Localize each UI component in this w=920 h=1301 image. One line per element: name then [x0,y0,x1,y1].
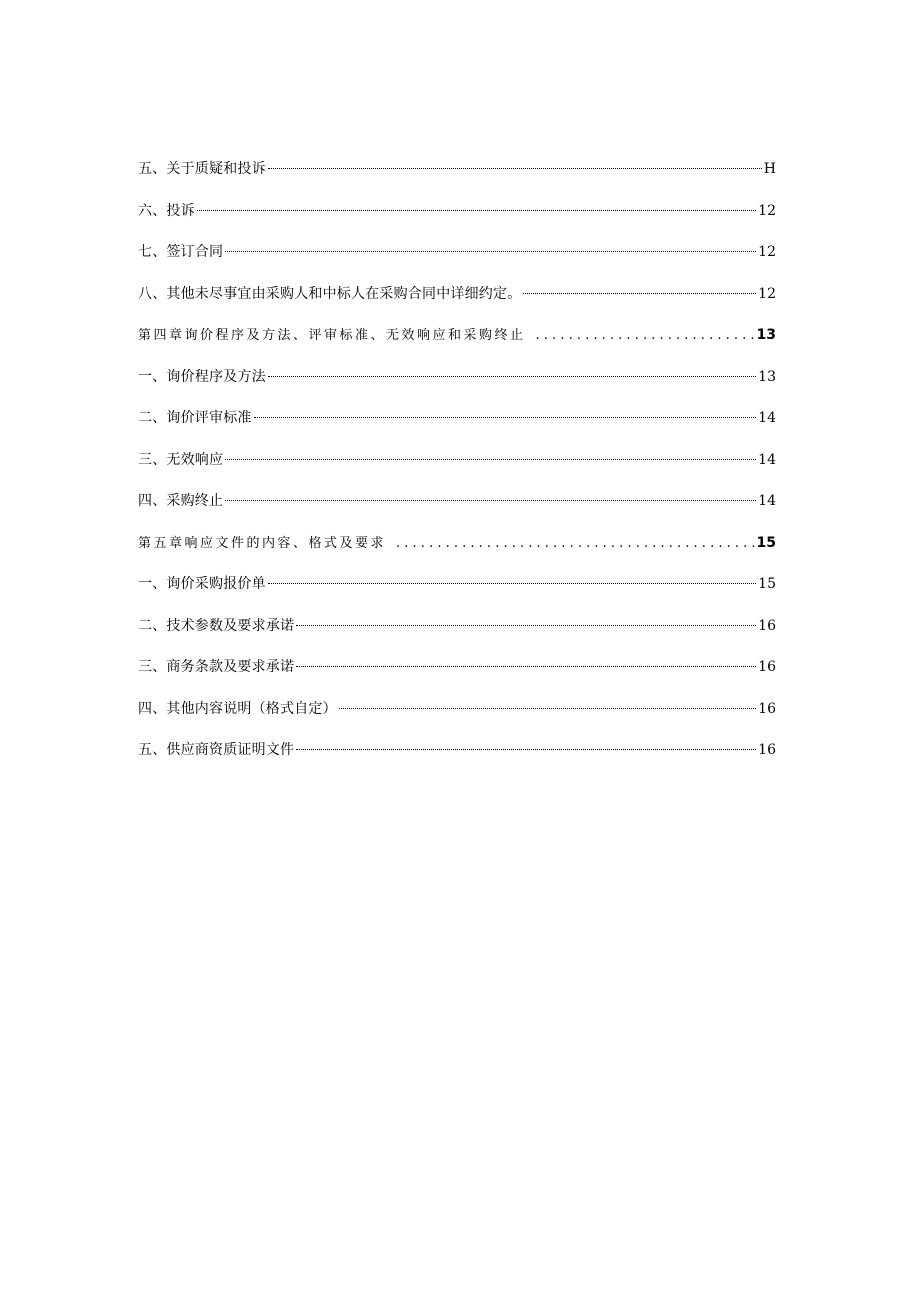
toc-entry[interactable] [138,405,776,447]
toc-leader-dots [268,583,756,584]
toc-entry[interactable] [138,613,776,655]
toc-entry[interactable] [138,488,776,530]
toc-leader-dots [523,293,756,294]
toc-entry[interactable] [138,737,776,779]
toc-entry-title: 四、其他内容说明（格式自定） [138,700,337,717]
toc-entry-title: 四、采购终止 [138,493,224,509]
toc-leader-dots [225,251,756,252]
toc-entry-page: 14 [758,410,776,426]
toc-entry-title: 八、其他未尽事宜由采购人和中标人在采购合同中详细约定。 [138,285,522,302]
toc-entry[interactable] [138,281,776,323]
toc-entry-title: 五、供应商资质证明文件 [138,742,295,758]
toc-entry-title: 二、询价评审标准 [138,410,252,426]
toc-entry-page: 16 [758,742,776,758]
toc-leader-dots [296,666,756,667]
toc-entry-title: 六、投诉 [138,202,195,219]
toc-entry-title: 七、签订合同 [138,244,224,260]
toc-leader-dots [197,210,756,211]
toc-entry[interactable] [138,156,776,198]
toc-leader-dots [254,417,757,418]
toc-entry[interactable] [138,447,776,489]
toc-entry-page: 12 [758,202,776,219]
table-of-contents [138,156,776,779]
toc-entry-title: 一、询价程序及方法 [138,368,266,385]
toc-entry[interactable] [138,571,776,613]
toc-entry-title: 二、技术参数及要求承诺 [138,617,295,634]
toc-chapter-page: 13 [756,327,776,343]
toc-entry-title: 一、询价采购报价单 [138,576,266,592]
toc-chapter-entry[interactable] [138,530,776,572]
toc-entry-title: 三、商务条款及要求承诺 [138,659,295,675]
toc-chapter-title: 第五章响应文件的内容、格式及要求 [138,535,387,551]
toc-leader-dots [536,323,755,349]
toc-entry-page: H [763,161,776,177]
toc-entry-page: 12 [758,285,776,302]
toc-entry-page: 12 [758,244,776,260]
toc-leader-dots [296,749,756,750]
toc-entry[interactable] [138,696,776,738]
toc-entry-title: 三、无效响应 [138,451,224,468]
toc-entry-page: 16 [758,617,776,634]
toc-leader-dots [396,531,755,557]
toc-leader-dots [268,376,756,377]
toc-leader-dots [225,500,756,501]
toc-entry-page: 13 [758,368,776,385]
toc-chapter-title: 第四章询价程序及方法、评审标准、无效响应和采购终止 [138,328,526,343]
toc-chapter-entry[interactable] [138,322,776,364]
toc-entry[interactable] [138,239,776,281]
toc-entry-title: 五、关于质疑和投诉 [138,161,266,177]
toc-entry[interactable] [138,654,776,696]
toc-entry-page: 16 [758,700,776,717]
toc-entry[interactable] [138,198,776,240]
toc-entry[interactable] [138,364,776,406]
toc-entry-page: 15 [758,576,776,592]
toc-leader-dots [268,168,762,169]
toc-chapter-page: 15 [756,534,776,551]
toc-leader-dots [225,459,756,460]
toc-leader-dots [296,625,756,626]
toc-entry-page: 16 [758,659,776,675]
toc-leader-dots [339,708,756,709]
toc-entry-page: 14 [758,451,776,468]
toc-entry-page: 14 [758,493,776,509]
